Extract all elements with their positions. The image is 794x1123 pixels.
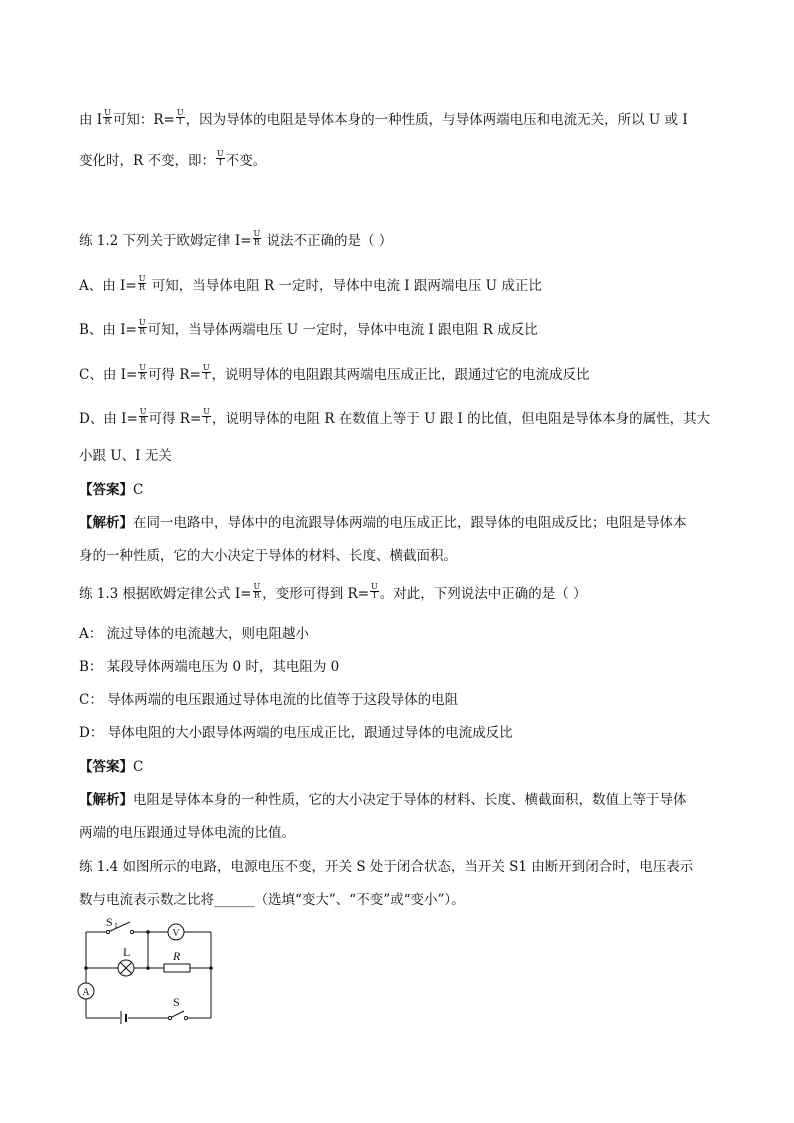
text: ，变形可得到 R (262, 586, 358, 602)
equals: = (125, 322, 137, 338)
text: 练 1.3 根据欧姆定律公式 I (79, 586, 241, 602)
q14-line-2: 数与电流表示数之比将______（选填“变大”、“不变”或“变小”）。 (79, 892, 465, 908)
text: C、由 I (79, 367, 126, 383)
text: 不变。 (225, 153, 267, 169)
answer-label: 【答案】 (79, 759, 133, 775)
text: 可知：R (112, 112, 164, 128)
numerator: U (371, 582, 378, 591)
q13-analysis-1 (79, 791, 687, 809)
switch-s1-subscript: 1 (114, 921, 118, 930)
lamp-label: L (123, 945, 131, 959)
text: 可得 R (148, 367, 190, 383)
text: 变化时，R 不变，即： (79, 153, 215, 169)
numerator: U (139, 407, 147, 416)
answer-label: 【答案】 (79, 482, 133, 498)
text: ，因为导体的电阻是导体本身的一种性质，与导体两端电压和电流无关，所以 U 或 I (185, 112, 688, 128)
answer-value: C (133, 759, 144, 775)
equals: = (240, 233, 252, 249)
denominator: R (140, 416, 147, 425)
switch-s-contact (168, 1016, 171, 1019)
numerator: U (253, 229, 261, 238)
q13-option-b: B： 某段导体两端电压为 0 时，其电阻为 0 (79, 659, 340, 675)
text: ，说明导体的电阻跟其两端电压成正比，跟通过它的电流成反比 (211, 367, 590, 383)
q12-analysis-1 (79, 514, 687, 532)
numerator: U (253, 582, 261, 591)
equals: = (125, 278, 137, 294)
analysis-label: 【解析】 (79, 515, 133, 531)
text: 可知，当导体电阻 R 一定时，导体中电流 I 跟两端电压 U 成正比 (147, 278, 542, 294)
switch-s-blade (170, 1011, 184, 1018)
numerator: U (203, 407, 211, 416)
analysis-label: 【解析】 (79, 792, 133, 808)
q12-option-b (79, 318, 538, 339)
fraction (202, 364, 211, 381)
intro-line-1 (79, 108, 688, 129)
switch-s-contact (184, 1016, 187, 1019)
text: 由 I (79, 112, 103, 128)
q13-title (79, 582, 587, 603)
junction-dot (146, 930, 150, 934)
denominator: I (205, 416, 209, 425)
denominator: I (218, 158, 222, 167)
switch-s-label: S (173, 995, 180, 1009)
fraction-u-over-r (103, 109, 112, 126)
answer-value: C (133, 482, 144, 498)
numerator: U (104, 108, 111, 117)
fraction (370, 583, 379, 600)
equals: = (357, 586, 370, 602)
q14-line-1: 练 1.4 如图所示的电路，电源电压不变，开关 S 处于闭合状态，当开关 S1 由断开到闭合时，电压表示 (79, 859, 694, 875)
numerator: U (138, 318, 146, 327)
fraction-u-over-i (176, 109, 185, 126)
q12-option-d-cont: 小跟 U、I 无关 (79, 448, 172, 464)
text: 。对此，下列说法中正确的是（ ） (379, 586, 587, 602)
equals: = (126, 411, 138, 427)
text: 可知，当导体两端电压 U 一定时，导体中电流 I 跟电阻 R 成反比 (147, 322, 538, 338)
denominator: I (178, 117, 182, 126)
text: 在同一电路中，导体中的电流跟导体两端的电压成正比，跟导体的电阻成反比；电阻是导体本 (133, 515, 687, 531)
q12-option-c (79, 363, 590, 384)
numerator: U (138, 274, 146, 283)
fraction-u-over-i (216, 150, 225, 167)
fraction (202, 408, 211, 425)
junction-dot (146, 966, 150, 970)
text: 说法不正确的是（ ） (262, 233, 393, 249)
numerator: U (216, 149, 224, 158)
fraction (253, 230, 262, 247)
ammeter-label: A (82, 987, 90, 998)
q13-option-a: A： 流过导体的电流越大，则电阻越小 (79, 626, 310, 642)
q13-option-d: D： 导体电阻的大小跟导体两端的电压成正比，跟通过导体的电流成反比 (79, 725, 513, 741)
switch-s1-contact (106, 930, 109, 933)
text: ，说明导体的电阻 R 在数值上等于 U 跟 I 的比值，但电阻是导体本身的属性，其大 (212, 411, 711, 427)
numerator: U (176, 108, 184, 117)
text: B、由 I (79, 322, 126, 338)
text: 电阻是导体本身的一种性质，它的大小决定于导体的材料、长度、横截面积，数值上等于导体 (133, 792, 687, 808)
denominator: R (253, 591, 260, 600)
fraction (139, 408, 148, 425)
fraction (138, 275, 147, 292)
denominator: R (139, 283, 146, 292)
denominator: I (372, 591, 376, 600)
denominator: R (104, 117, 111, 126)
circuit-diagram (76, 914, 218, 1024)
switch-s1-label: S (106, 915, 113, 929)
q12-option-d (79, 407, 711, 428)
text: D、由 I (79, 411, 127, 427)
q13-option-c: C： 导体两端的电压跟通过导体电流的比值等于这段导体的电阻 (79, 692, 459, 708)
voltmeter-label: V (172, 928, 180, 939)
text: 可得 R (148, 411, 190, 427)
equals: = (125, 367, 138, 383)
q13-answer (79, 758, 143, 776)
denominator: R (139, 327, 146, 336)
q12-answer (79, 481, 143, 499)
resistor-label: R (173, 949, 181, 963)
junction-dot (209, 966, 213, 970)
switch-s1-contact (130, 930, 133, 933)
equals: = (240, 586, 252, 602)
q12-analysis-2: 身的一种性质，它的大小决定于导体的材料、长度、横截面积。 (79, 548, 457, 564)
numerator: U (202, 363, 210, 372)
q13-analysis-2: 两端的电压跟通过导体电流的比值。 (79, 825, 295, 841)
denominator: R (139, 372, 146, 381)
fraction (138, 364, 147, 381)
denominator: I (204, 372, 208, 381)
equals: = (189, 367, 201, 383)
q12-title (79, 229, 393, 250)
fraction (138, 319, 147, 336)
equals: = (163, 112, 175, 128)
intro-line-2 (79, 149, 267, 170)
text: A、由 I (79, 278, 126, 294)
junction-dot (84, 966, 88, 970)
equals: = (189, 411, 202, 427)
text: 练 1.2 下列关于欧姆定律 I (79, 233, 241, 249)
q12-option-a (79, 274, 542, 295)
numerator: U (139, 363, 147, 372)
denominator: R (253, 238, 260, 247)
fraction (253, 583, 262, 600)
resistor (164, 964, 190, 972)
